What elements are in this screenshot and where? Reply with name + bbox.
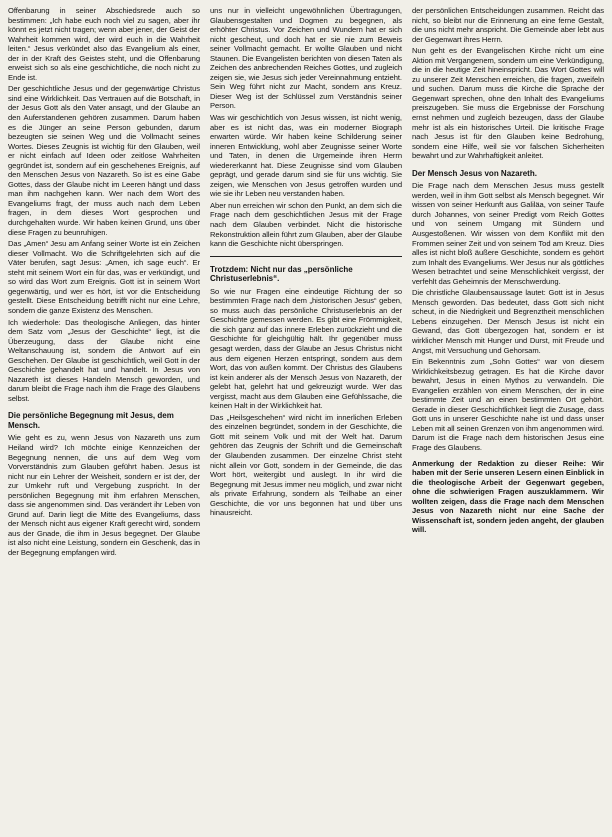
paragraph: So wie nur Fragen eine eindeutige Richtung der so bestimmten Frage nach dem „historischen Jesus“ geben, so muss auch das persönliche Christuserlebnis an der Geschichte gemessen werden. Es gibt eine Frömmigkeit, die sich ganz auf das innere Erleben zurückzieht und die Geschichte für gleichgültig hält. Ihr gegenüber muss gesagt werden, dass der Glaube an Jesus Christus nicht aus dem eigenen Herzen entspringt, sondern aus dem Wort, das von außen kommt. Der Christus des Glaubens ist kein anderer als der Mensch Jesus von Nazareth, der gelebt hat, gelehrt hat und gekreuzigt wurde. Wer das vergisst, macht aus dem Glauben eine Gefühlssache, die keinen Halt in der Wirklichkeit hat. [210,286,402,411]
section-heading: Die persönliche Begegnung mit Jesus, dem Mensch. [8,411,174,430]
paragraph: Das „Heilsgeschehen“ wird nicht im innerlichen Erleben des einzelnen begründet, sondern in der Geschichte, die Gott mit seinem Volk und mit der Welt hat. Darum gehören das Zeugnis der Schrift und die Gemeinschaft der Glaubenden zusammen. Der einzelne Christ steht nicht allein vor Gott, sondern in der Gemeinde, die das Wort hört, weitergibt und auslegt. In ihr wird die Begegnung mit Jesus immer neu möglich, und zwar nicht als private Erfahrung, sondern als Teilhabe an einer Geschichte, die vor uns begonnen hat und über uns hinausreicht. [210,412,402,518]
paragraph: der persönlichen Entscheidungen zusammen. Reicht das nicht, so bleibt nur die Erinnerung an eine ferne Gestalt, die uns nicht mehr anspricht. Die Gemeinde aber lebt aus der Gegenwart ihres Herrn. [412,6,604,44]
column-left [8,6,200,831]
section-heading: Trotzdem: Nicht nur das „persönliche Christuserlebnis“. [210,264,353,284]
section-heading: Der Mensch Jesus von Nazareth. [412,168,537,178]
paragraph: uns nur in vielleicht ungewöhnlichen Übertragungen, Glaubensgestalten und Dogmen zu begegnen, als erhöhter Christus. Vor Zeichen und Wundern hat er sich nicht gescheut, und doch hat er sie nie zum Beweis seiner Vollmacht gemacht. Er wollte Glauben und nicht Staunen. Die Evangelisten berichten von diesen Taten als Zeichen des anbrechenden Reiches Gottes, und zugleich zeigen sie, wie Jesus sich jeder Vereinnahmung entzieht. Sein Weg führt nicht zur Macht, sondern ans Kreuz. Dieser Weg ist der Schlüssel zum Verständnis seiner Person. [210,6,402,111]
section-divider [210,256,402,257]
paragraph: Das „Amen“ Jesu am Anfang seiner Worte ist ein Zeichen dieser Vollmacht. Wo die Schriftgelehrten sich auf die Väter berufen, sagt Jesus: „Amen, ich sage euch“. Er steht mit seinem Wort ein für das, was er verkündigt, und so wird das Wort zum Ereignis. Gott ist in seinem Wort gegenwärtig, und wer es hört, ist vor die Entscheidung gestellt. Diese Entscheidung betrifft nicht nur eine Lehre, sondern die ganze Existenz des Menschen. [8,239,200,315]
paragraph: Ein Bekenntnis zum „Sohn Gottes“ war von diesem Wirklichkeitsbezug getragen. Es hat die Kirche davor bewahrt, Jesus in einen Mythos zu verwandeln. Die Evangelien erzählen von einem Menschen, der in eine bestimmte Zeit und an einen bestimmten Ort gehört. Gerade in dieser Geschichtlichkeit liegt die Zusage, dass Gott uns in unserer Geschichte nahe ist und dass unser Leben mit all seinen Grenzen von ihm angenommen wird. Darum ist die Frage nach dem historischen Jesus eine Frage des Glaubens. [412,357,604,453]
paragraph: Wie geht es zu, wenn Jesus von Nazareth uns zum Heiland wird? Ich möchte einige Kennzeichen der Begegnung nennen, die uns auf dem Weg vom Vorverständnis zum Glauben geführt haben. Jesus ist nicht nur ein Lehrer der Weisheit, sondern er ist der, der zur Umkehr ruft und Vergebung zuspricht. In der persönlichen Begegnung mit ihm erfahren Menschen, dass sie angenommen sind. Das verändert ihr Leben von Grund auf. Darin liegt die Mitte des Evangeliums, dass der Mensch nicht aus eigener Kraft gerecht wird, sondern aus der Gnade, die ihm in Jesus begegnet. Der Glaube ist also nicht eine Leistung, sondern ein Geschenk, das in der Begegnung empfangen wird. [8,433,200,557]
paragraph: Aber nun erreichen wir schon den Punkt, an dem sich die Frage nach dem geschichtlichen Jesus mit der Frage nach dem Glauben verbindet. Nicht die historische Rekonstruktion allein führt zum Glauben, aber der Glaube kann die Geschichte nicht überspringen. [210,200,402,249]
paragraph: Offenbarung in seiner Abschiedsrede auch so bestimmen: „Ich habe euch noch viel zu sagen, aber ihr könnt es jetzt nicht tragen; wenn aber jener, der Geist der Wahrheit kommen wird, der wird euch in die Wahrheit leiten.“ Jesus verkündet also das Evangelium als einer, der in der Kraft des Geistes steht, und die Offenbarung erweist sich so als eine geschichtliche, die noch nicht zu Ende ist. [8,6,200,82]
column-middle [210,6,402,831]
paragraph: Nun geht es der Evangelischen Kirche nicht um eine Aktion mit Vergangenem, sondern um eine Verkündigung, die in die heutige Zeit hineinspricht. Das Wort Gottes will zu unserer Zeit Menschen erreichen, die fragen, zweifeln und suchen. Darum muss die Kirche die Sprache der Gegenwart sprechen, ohne den Inhalt des Evangeliums preiszugeben. Sie muss die Ergebnisse der Forschung ernst nehmen und zugleich bezeugen, dass der Glaube mehr ist als ein historisches Urteil. Die kritische Frage nach Jesus ist für den Glauben keine Bedrohung, sondern eine Hilfe, weil sie vor falschen Sicherheiten bewahrt und zur Wahrhaftigkeit anleitet. [412,46,604,161]
column-right [412,6,604,831]
paragraph: Was wir geschichtlich von Jesus wissen, ist nicht wenig, aber es ist nicht das, was ein moderner Biograph erwarten würde. Wir haben keine Schilderung seiner inneren Entwicklung, wohl aber Zeugnisse seiner Worte und Taten, in denen die Urgemeinde ihren Herrn wiedererkannt hat. Diese Zeugnisse sind vom Glauben geprägt, und gerade darum sind sie für uns wichtig. Sie zeigen, wie Menschen von Jesus getroffen wurden und wie sie ihr Leben neu verstanden haben. [210,113,402,199]
paragraph: Der geschichtliche Jesus und der gegenwärtige Christus sind eine Wirklichkeit. Das Vertrauen auf die Botschaft, in der Jesus Gott als den Vater ansagt, und der Glaube an den Auferstandenen gehören zusammen. Darum haben es die Jünger an seine Person gebunden, darum bezeugten sie seinen Weg und die Vollmacht seines Wortes. Dieses Zeugnis ist wichtig für den Glauben, weil er nicht einfach auf Ideen oder zeitlose Wahrheiten gegründet ist, sondern auf ein geschehenes Ereignis, auf den Menschen Jesus von Nazareth. So ist es eine Gabe Gottes, dass der Glaube nicht im Leeren hängt und dass man ihm nachgehen kann. Wer nach dem Wort des Evangeliums fragt, der muss auch nach dem Leben fragen, in dem dieses Wort gesprochen und durchgehalten wurde. Wir haben keinen Grund, uns über diese Fragen zu beunruhigen. [8,84,200,237]
paragraph: Die Frage nach dem Menschen Jesus muss gestellt werden, weil in ihm Gott selbst als Mensch begegnet. Wir wissen von seiner Herkunft aus Galiläa, von seiner Taufe durch Johannes, von seiner Predigt vom Reich Gottes und von seinem Umgang mit Sündern und Ausgestoßenen. Wir wissen von dem Konflikt mit den Frommen seiner Zeit und von seinem Tod am Kreuz. Dies alles ist nicht bloß äußere Geschichte, sondern es gehört zum Inhalt des Evangeliums. Wer Jesus nur als göttliches Wesen betrachtet und seine Menschlichkeit vergisst, der verfehlt das Geheimnis der Menschwerdung. [412,181,604,286]
paragraph: Die christliche Glaubensaussage lautet: Gott ist in Jesus Mensch geworden. Das bedeutet, dass Gott sich nicht scheut, in die Niedrigkeit und Begrenztheit menschlichen Lebens einzugehen. Der Mensch Jesus ist nicht ein Gewand, das Gott übergezogen hat, sondern er ist wirklicher Mensch mit Hunger und Durst, mit Freude und Angst, mit Versuchung und Gehorsam. [412,288,604,355]
editorial-note: Anmerkung der Redaktion zu dieser Reihe: Wir haben mit der Serie unseren Lesern einen Einblick in die theologische Arbeit der Gegenwart gegeben, ohne die schwierigen Fragen auszuklammern. Wir wollten zeigen, dass die Frage nach dem Menschen Jesus von Nazareth nicht nur eine Sache der Wissenschaft ist, sondern jeden angeht, der glauben will. [412,458,604,535]
paragraph: Ich wiederhole: Das theologische Anliegen, das hinter dem Satz vom „Jesus der Geschichte“ liegt, ist die Überzeugung, dass der Glaube nicht eine Weltanschauung ist, sondern die Antwort auf ein Geschehen. Der Glaube ist geschichtlich, weil Gott in der Geschichte gehandelt hat und handelt. In Jesus von Nazareth ist dieses Handeln Mensch geworden, und darum bleibt die Frage nach ihm die Frage des Glaubens selbst. [8,317,200,403]
